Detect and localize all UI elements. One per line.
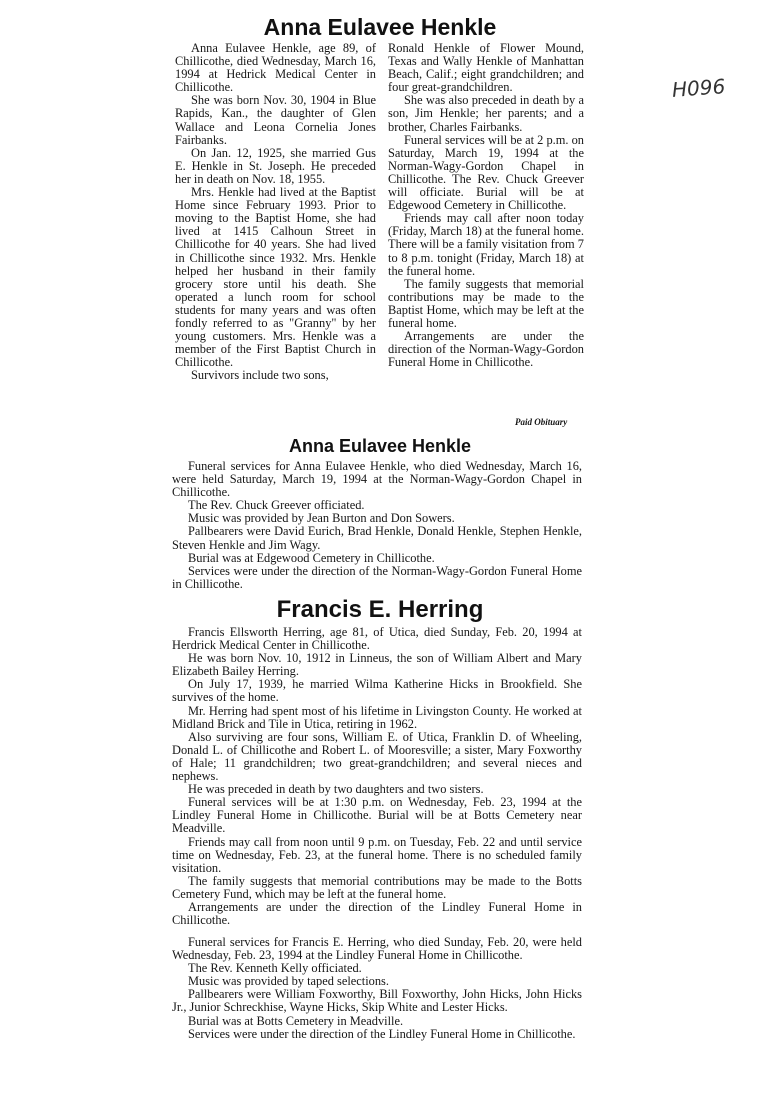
obituary-herring-body	[172, 626, 582, 927]
paragraph: She was born Nov. 30, 1904 in Blue Rapids, Kan., the daughter of Glen Wallace and Leona Cornelia Jones Fairbanks.	[175, 93, 376, 147]
paragraph: On July 17, 1939, he married Wilma Katherine Hicks in Brookfield. She survives of the home.	[172, 677, 582, 705]
paragraph: The Rev. Kenneth Kelly officiated.	[188, 961, 362, 976]
paragraph: Mrs. Henkle had lived at the Baptist Home since February 1993. Prior to moving to the Baptist Home, she had lived at 1415 Calhoun Street in Chillicothe for 40 years. She had lived in Chillicothe since 1932. Mrs. Henkle helped her husband in their family grocery store until his death. She operated a lunch room for school students for many years and was often fondly referred to as "Granny" by her young customers. Mrs. Henkle was a member of the First Baptist Church in Chillicothe.	[175, 185, 376, 370]
paragraph: Also surviving are four sons, William E. of Utica, Franklin D. of Wheeling, Donald L. of Chillicothe and Robert L. of Mooresville; a sister, Mary Foxworthy of Hale; 11 grandchildren; two great-grandchildren; and several nieces and nephews.	[172, 729, 582, 784]
paragraph: Ronald Henkle of Flower Mound, Texas and Wally Henkle of Manhattan Beach, Calif.; eight grandchildren; and four great-grandchildren.	[388, 41, 584, 95]
paragraph: Funeral services for Anna Eulavee Henkle, who died Wednesday, March 16, were held Saturday, March 19, 1994 at the Norman-Wagy-Gordon Chapel in Chillicothe.	[172, 459, 582, 500]
paragraph: Friends may call from noon until 9 p.m. on Tuesday, Feb. 22 and until service time on Wednesday, Feb. 23, at the funeral home. There is no scheduled family visitation.	[172, 834, 582, 875]
obituary-title-herring: Francis E. Herring	[276, 596, 484, 623]
paragraph: Services were under the direction of the Norman-Wagy-Gordon Funeral Home in Chillicothe.	[172, 563, 582, 591]
paragraph: The Rev. Chuck Greever officiated.	[188, 498, 365, 513]
paragraph: He was preceded in death by two daughters and two sisters.	[188, 782, 484, 797]
archive-handwritten-mark: H096	[671, 74, 726, 102]
paragraph: She was also preceded in death by a son, Jim Henkle; her parents; and a brother, Charles Fairbanks.	[388, 93, 584, 134]
paragraph: On Jan. 12, 1925, she married Gus E. Henkle in St. Joseph. He preceded her in death on Nov. 18, 1955.	[175, 145, 376, 186]
paid-obituary-label: Paid Obituary	[515, 417, 568, 427]
paragraph: Arrangements are under the direction of the Norman-Wagy-Gordon Funeral Home in Chillicothe.	[388, 329, 584, 370]
paragraph: Survivors include two sons,	[191, 368, 329, 383]
paragraph: Friends may call after noon today (Friday, March 18) at the funeral home. There will be a family visitation from 7 to 8 p.m. tonight (Friday, March 18) at the funeral home.	[388, 211, 584, 278]
paragraph: Funeral services will be at 1:30 p.m. on Wednesday, Feb. 23, 1994 at the Lindley Funeral Home in Chillicothe. Burial will be at Botts Cemetery near Meadville.	[172, 795, 582, 836]
paragraph: Funeral services for Francis E. Herring, who died Sunday, Feb. 20, were held Wednesday, Feb. 23, 1994 at the Lindley Funeral Home in Chillicothe.	[172, 935, 582, 963]
paragraph: Arrangements are under the direction of the Lindley Funeral Home in Chillicothe.	[172, 899, 582, 928]
obituary-herring-services-body	[172, 936, 582, 1041]
obituary-henkle-services-body	[172, 460, 582, 591]
paragraph: The family suggests that memorial contributions may be made to the Botts Cemetery Fund, which may be left at the funeral home.	[172, 873, 582, 901]
obituary-title-henkle: Anna Eulavee Henkle	[263, 14, 497, 40]
obituary-henkle-left-column	[175, 42, 376, 382]
paragraph: Mr. Herring had spent most of his lifetime in Livingston County. He worked at Midland Brick and Tile in Utica, retiring in 1962.	[172, 703, 582, 731]
paragraph: Burial was at Botts Cemetery in Meadville.	[188, 1013, 404, 1028]
paragraph: He was born Nov. 10, 1912 in Linneus, the son of William Albert and Mary Elizabeth Bailey Herring.	[172, 651, 582, 679]
paragraph: Music was provided by taped selections.	[188, 974, 389, 989]
paragraph: Pallbearers were David Eurich, Brad Henkle, Donald Henkle, Stephen Henkle, Steven Henkle and Jim Wagy.	[172, 524, 582, 552]
paragraph: Services were under the direction of the Lindley Funeral Home in Chillicothe.	[188, 1026, 576, 1041]
paragraph: Funeral services will be at 2 p.m. on Saturday, March 19, 1994 at the Norman-Wagy-Gordon Chapel in Chillicothe. The Rev. Chuck Greever will officiate. Burial will be at Edgewood Cemetery in Chillicothe.	[388, 132, 584, 213]
paragraph: Francis Ellsworth Herring, age 81, of Utica, died Sunday, Feb. 20, 1994 at Herdrick Medical Center in Chillicothe.	[172, 625, 582, 653]
paragraph: Pallbearers were William Foxworthy, Bill Foxworthy, John Hicks, John Hicks Jr., Junior Schreckhise, Wayne Hicks, Skip White and Lester Hicks.	[172, 987, 582, 1015]
paragraph: Anna Eulavee Henkle, age 89, of Chillicothe, died Wednesday, March 16, 1994 at Hedrick Medical Center in Chillicothe.	[175, 41, 376, 95]
paragraph: The family suggests that memorial contributions may be made to the Baptist Home, which may be left at the funeral home.	[388, 276, 584, 330]
obituary-henkle-right-column	[388, 42, 584, 369]
paragraph: Music was provided by Jean Burton and Don Sowers.	[188, 511, 455, 526]
paragraph: Burial was at Edgewood Cemetery in Chillicothe.	[188, 550, 435, 565]
obituary-title-henkle-services: Anna Eulavee Henkle	[288, 436, 472, 456]
